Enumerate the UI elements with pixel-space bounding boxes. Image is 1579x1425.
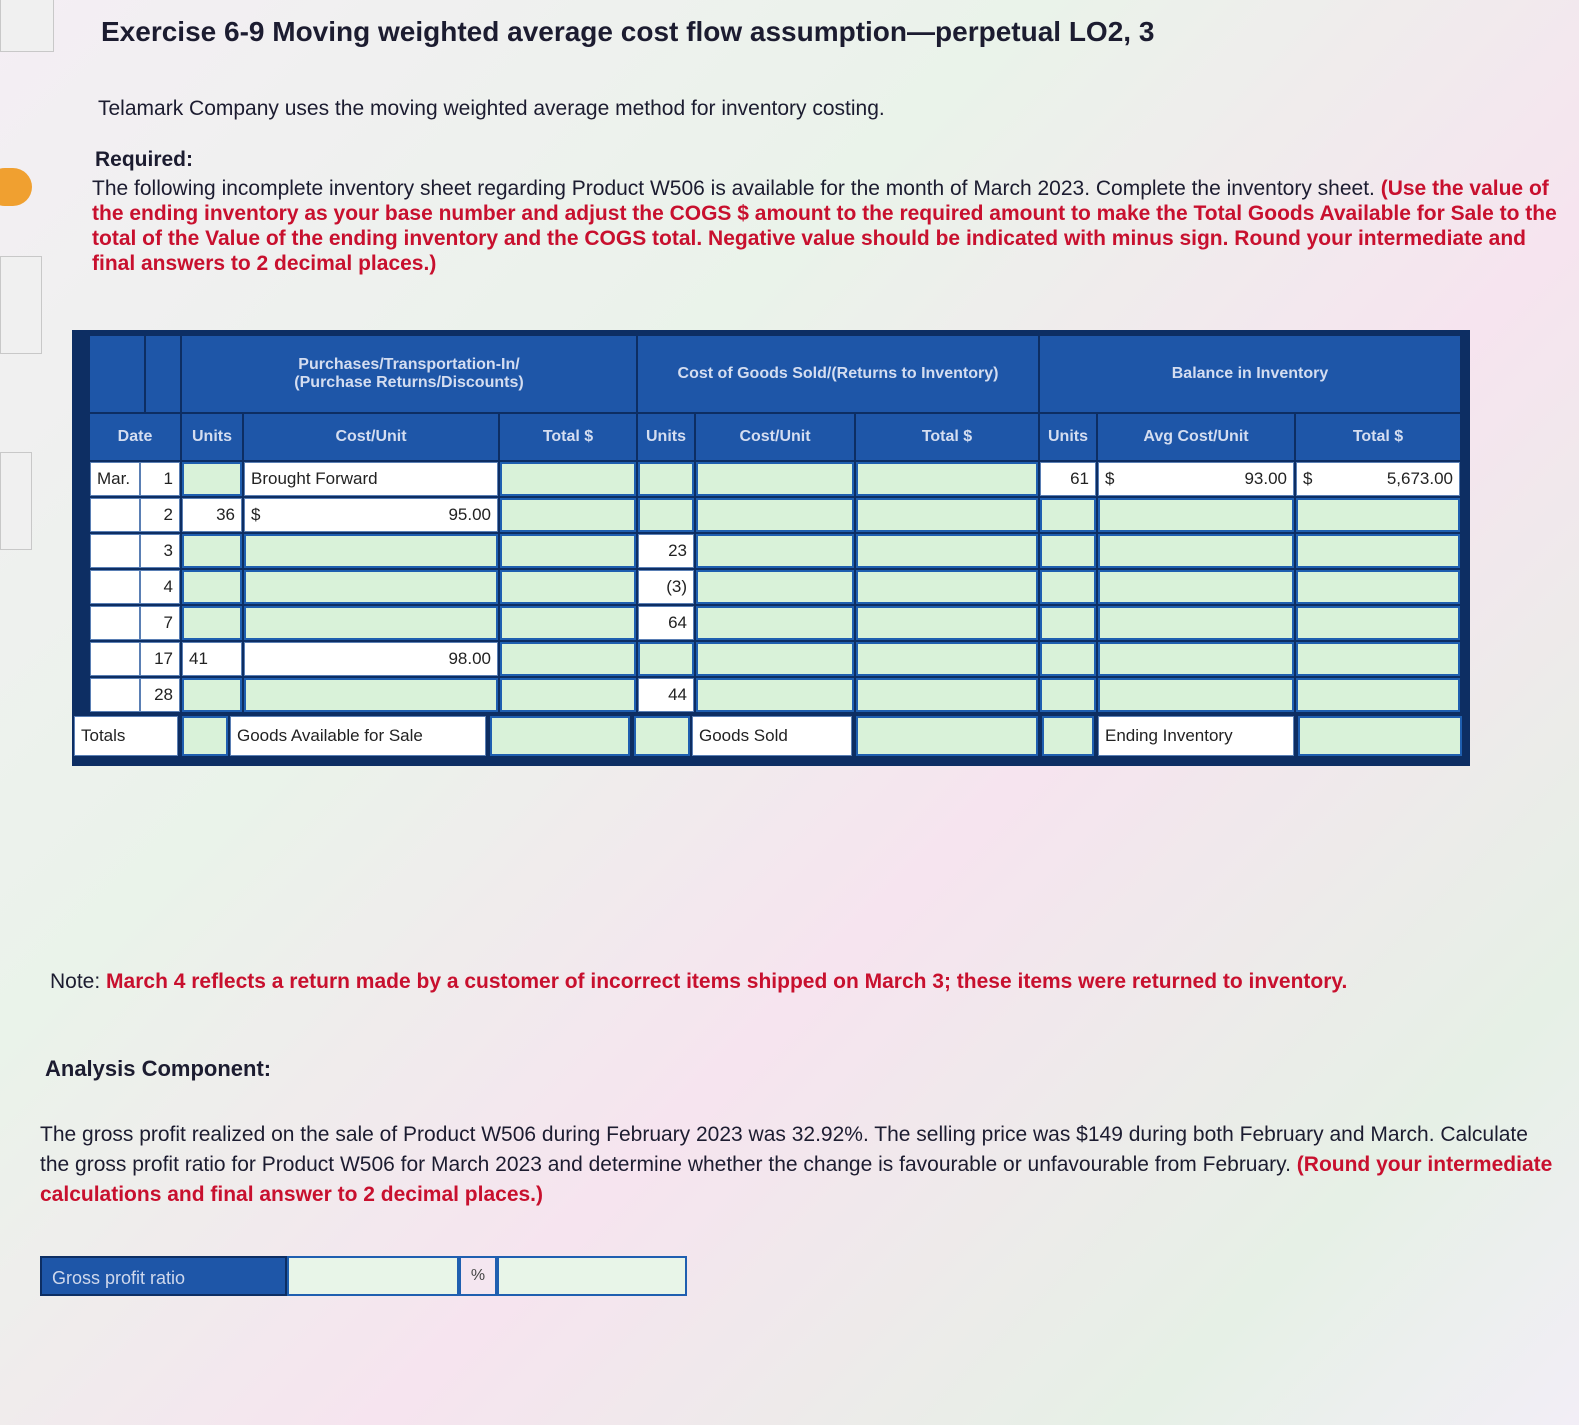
analysis-description: The gross profit realized on the sale of Product W506 during February 2023 was 32.92%. The selling price was $149 during both February and March. Calculate the gross profit ratio for Product W506 for March 2023 and determine whether the change is favourable or unfavourable from February. [40, 1123, 1528, 1176]
cogs-cost-input[interactable] [696, 462, 854, 496]
date-day-cell [140, 534, 180, 568]
brought-forward-cell [244, 462, 498, 496]
purchase-cost-input[interactable] [244, 534, 498, 568]
balance-avg-col-header: Avg Cost/Unit [1098, 414, 1294, 460]
ending-inventory-cell [1098, 716, 1294, 756]
purchase-units-input[interactable] [182, 606, 242, 640]
currency-symbol: $ [251, 505, 261, 524]
side-panel-tab-middle [0, 256, 42, 354]
cogs-units-input[interactable] [638, 462, 694, 496]
balance-total-input[interactable] [1296, 570, 1460, 604]
total-purchase-units-input[interactable] [182, 716, 228, 756]
cogs-cost-input[interactable] [696, 534, 854, 568]
purchase-cost-input[interactable] [244, 570, 498, 604]
balance-avg-input[interactable] [1098, 678, 1294, 712]
purchase-total-input[interactable] [500, 606, 636, 640]
balance-total-input[interactable] [1296, 534, 1460, 568]
balance-total-input[interactable] [1296, 498, 1460, 532]
total-cogs-units-input[interactable] [634, 716, 690, 756]
date-group-header-2 [146, 336, 180, 412]
brought-forward-label: Brought Forward [251, 469, 378, 488]
cogs-total-input[interactable] [856, 606, 1038, 640]
cogs-units-input[interactable] [638, 642, 694, 676]
cogs-total-input[interactable] [856, 462, 1038, 496]
side-panel-tab-lower [0, 452, 32, 550]
currency-symbol: $ [1303, 469, 1313, 488]
balance-avg-input[interactable] [1098, 606, 1294, 640]
ending-inventory-total-input[interactable] [1298, 716, 1462, 756]
balance-units-input[interactable] [1040, 498, 1096, 532]
goods-available-cell [230, 716, 486, 756]
purchase-units-cell [182, 642, 242, 676]
cogs-units-cell [638, 534, 694, 568]
date-day-cell [140, 678, 180, 712]
goods-sold-label: Goods Sold [699, 726, 788, 745]
purchase-units-input[interactable] [182, 462, 242, 496]
balance-units-input[interactable] [1040, 678, 1096, 712]
balance-units-input[interactable] [1040, 534, 1096, 568]
balance-avg-input[interactable] [1098, 498, 1294, 532]
required-instruction: (Use the value of the ending inventory as your base number and adjust the COGS $ amount to the required amount to make the Total Goods Available for Sale to the total of the Value of the ending inventory and the COGS total. Negative value should be indicated with minus sign. Round your intermediate and final answers to 2 decimal places.) [92, 177, 1557, 275]
cogs-total-input[interactable] [856, 678, 1038, 712]
purchase-cost-cell [244, 642, 498, 676]
balance-avg-input[interactable] [1098, 642, 1294, 676]
day-label: 17 [154, 649, 173, 668]
purchase-cost-input[interactable] [244, 606, 498, 640]
cogs-total-col-header: Total $ [856, 414, 1038, 460]
required-label: Required: [95, 148, 194, 171]
goods-sold-cell [692, 716, 852, 756]
percent-symbol: % [459, 1256, 497, 1296]
balance-total-input[interactable] [1296, 606, 1460, 640]
purchases-group-header: Purchases/Transportation-In/ (Purchase Returns/Discounts) [182, 336, 636, 412]
side-panel-tab-top [0, 0, 54, 52]
cogs-units-cell [638, 678, 694, 712]
cogs-units-value: 64 [668, 613, 687, 632]
day-label: 2 [163, 505, 173, 524]
date-month-cell [90, 534, 140, 568]
day-label: 1 [163, 469, 173, 488]
cogs-cost-input[interactable] [696, 570, 854, 604]
balance-units-col-header: Units [1040, 414, 1096, 460]
ending-units-input[interactable] [1042, 716, 1094, 756]
day-label: 7 [163, 613, 173, 632]
date-month-cell [90, 570, 140, 604]
balance-total-col-header: Total $ [1296, 414, 1460, 460]
purchase-units-input[interactable] [182, 678, 242, 712]
day-label: 3 [163, 541, 173, 560]
date-day-cell [140, 462, 180, 496]
required-text [92, 176, 1572, 276]
balance-avg-input[interactable] [1098, 534, 1294, 568]
goods-sold-total-input[interactable] [856, 716, 1038, 756]
gross-profit-input[interactable] [287, 1256, 459, 1296]
balance-total-value: 5,673.00 [1386, 469, 1453, 488]
cogs-cost-input[interactable] [696, 498, 854, 532]
ending-inventory-label: Ending Inventory [1105, 726, 1233, 745]
side-status-badge [0, 168, 32, 206]
analysis-text [40, 1120, 1560, 1210]
exercise-title: Exercise 6-9 Moving weighted average cost flow assumption—perpetual LO2, 3 [101, 16, 1155, 47]
purchase-cost-cell [244, 498, 498, 532]
balance-units-input[interactable] [1040, 642, 1096, 676]
balance-total-cell [1296, 462, 1460, 496]
cogs-cost-col-header: Cost/Unit [696, 414, 854, 460]
month-label: Mar. [97, 469, 131, 488]
purchase-units-value: 41 [189, 649, 208, 668]
cogs-total-input[interactable] [856, 498, 1038, 532]
goods-available-total-input[interactable] [490, 716, 630, 756]
date-day-cell [140, 498, 180, 532]
cogs-units-cell [638, 570, 694, 604]
cogs-total-input[interactable] [856, 534, 1038, 568]
date-col-header: Date [90, 414, 180, 460]
balance-units-value: 61 [1070, 469, 1089, 488]
favourability-select[interactable] [497, 1256, 687, 1296]
date-day-cell [140, 606, 180, 640]
day-label: 4 [163, 577, 173, 596]
purchase-total-input[interactable] [500, 498, 636, 532]
balance-total-input[interactable] [1296, 642, 1460, 676]
balance-units-input[interactable] [1040, 570, 1096, 604]
purchase-total-input[interactable] [500, 570, 636, 604]
cogs-cost-input[interactable] [696, 678, 854, 712]
balance-units-input[interactable] [1040, 606, 1096, 640]
required-description: The following incomplete inventory sheet regarding Product W506 is available for the month of March 2023. Complete the inventory sheet. [92, 177, 1375, 200]
purchase-cost-col-header: Cost/Unit [244, 414, 498, 460]
date-group-header [90, 336, 144, 412]
purchase-cost-value: 95.00 [448, 505, 491, 524]
purchase-units-input[interactable] [182, 570, 242, 604]
date-month-cell [90, 678, 140, 712]
totals-cell [74, 716, 178, 756]
note-body: March 4 reflects a return made by a customer of incorrect items shipped on March 3; these items were returned to inventory. [106, 970, 1348, 993]
cogs-units-value: 23 [668, 541, 687, 560]
cogs-cost-input[interactable] [696, 642, 854, 676]
purchase-units-col-header: Units [182, 414, 242, 460]
cogs-units-col-header: Units [638, 414, 694, 460]
purchase-units-value: 36 [216, 505, 235, 524]
totals-label: Totals [81, 726, 126, 745]
gross-profit-label: Gross profit ratio [40, 1256, 287, 1296]
date-day-cell [140, 570, 180, 604]
cogs-cost-input[interactable] [696, 606, 854, 640]
cogs-units-cell [638, 606, 694, 640]
purchase-units-cell [182, 498, 242, 532]
purchase-units-input[interactable] [182, 534, 242, 568]
cogs-units-value: 44 [668, 685, 687, 704]
balance-avg-input[interactable] [1098, 570, 1294, 604]
date-month-cell [90, 498, 140, 532]
date-month-cell [90, 606, 140, 640]
purchase-total-col-header: Total $ [500, 414, 636, 460]
inventory-sheet [72, 330, 1470, 766]
purchase-total-input[interactable] [500, 534, 636, 568]
day-label: 28 [154, 685, 173, 704]
cogs-group-header: Cost of Goods Sold/(Returns to Inventory) [638, 336, 1038, 412]
purchase-total-input[interactable] [500, 642, 636, 676]
date-month-cell [90, 462, 140, 496]
analysis-instruction: (Round your intermediate calculations and final answer to 2 decimal places.) [40, 1153, 1553, 1206]
purchase-cost-value: 98.00 [448, 649, 491, 668]
exercise-intro: Telamark Company uses the moving weighted average method for inventory costing. [98, 97, 885, 120]
cogs-units-value: (3) [666, 577, 687, 596]
currency-symbol: $ [1105, 469, 1115, 488]
cogs-units-input[interactable] [638, 498, 694, 532]
goods-available-label: Goods Available for Sale [237, 726, 423, 745]
cogs-total-input[interactable] [856, 642, 1038, 676]
note-text [50, 968, 1550, 996]
cogs-total-input[interactable] [856, 570, 1038, 604]
balance-avg-value: 93.00 [1244, 469, 1287, 488]
purchase-cost-input[interactable] [244, 678, 498, 712]
purchase-total-input[interactable] [500, 678, 636, 712]
date-day-cell [140, 642, 180, 676]
analysis-label: Analysis Component: [45, 1056, 272, 1081]
balance-group-header: Balance in Inventory [1040, 336, 1460, 412]
balance-avg-cell [1098, 462, 1294, 496]
note-prefix: Note: [50, 970, 101, 993]
balance-total-input[interactable] [1296, 678, 1460, 712]
date-month-cell [90, 642, 140, 676]
purchase-total-input[interactable] [500, 462, 636, 496]
balance-units-cell [1040, 462, 1096, 496]
